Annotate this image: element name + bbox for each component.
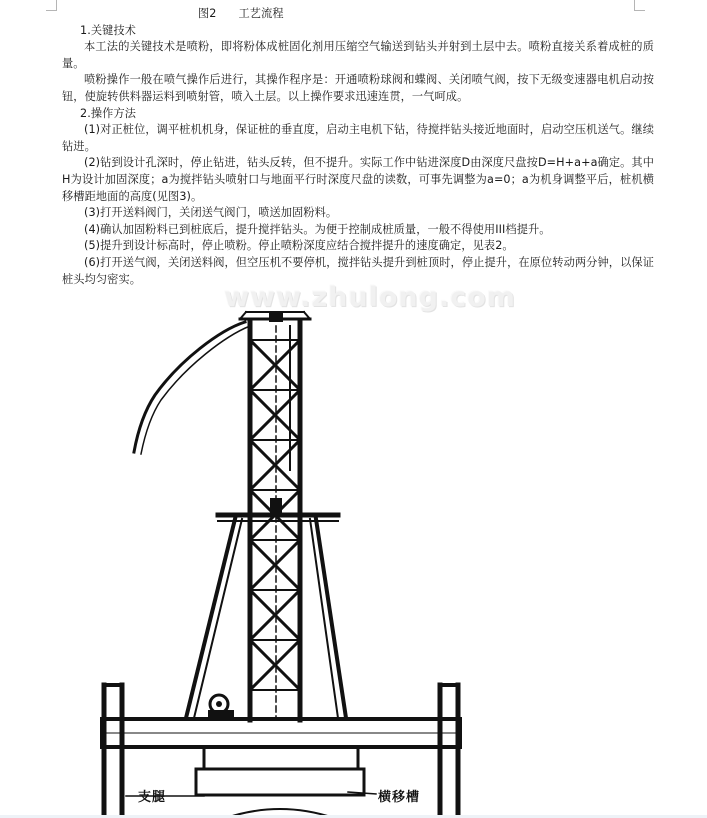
figure-number: 图2	[198, 7, 217, 20]
page-corner-mark-left	[46, 0, 57, 11]
outrigger-right	[440, 685, 458, 818]
chassis-beam	[102, 719, 460, 747]
pile-rig-figure	[100, 300, 480, 818]
paragraph: (1)对正桩位，调平桩机机身，保证桩的垂直度，启动主电机下钻，待搅拌钻头接近地面时，启动空压机送气。继续钻进。	[62, 123, 654, 153]
label-outrigger: 支腿	[138, 790, 167, 805]
figure-caption	[62, 6, 654, 23]
paragraph: (5)提升到设计标高时，停止喷粉。停止喷粉深度应结合搅拌提升的速度确定，见表2。	[84, 239, 514, 253]
paragraph: (4)确认加固粉料已到桩底后，提升搅拌钻头。为便于控制成桩质量，一般不得使用III档提升。	[84, 222, 551, 236]
transverse-slot	[196, 747, 364, 795]
paragraph: (6)打开送气阀，关闭送料阀，但空压机不要停机，搅拌钻头提升到桩顶时，停止提升，在原位转动两分钟，以保证桩头均匀密实。	[62, 255, 654, 286]
motor	[208, 695, 234, 718]
support-legs	[186, 519, 346, 718]
feed-hose	[134, 322, 250, 454]
paragraph: 本工法的关键技术是喷粉，即将粉体成桩固化剂用压缩空气输送到钻头并射到土层中去。喷粉直接关系着成桩的质量。	[62, 40, 654, 70]
section-heading-key-technology: 1.关键技术	[80, 23, 137, 37]
figure-title: 工艺流程	[238, 7, 284, 20]
paragraph: (3)打开送料阀门，关闭送气阀门，喷送加固粉料。	[84, 206, 338, 220]
section-heading-operation-method: 2.操作方法	[80, 106, 137, 120]
document-text	[62, 6, 654, 286]
label-transverse-slot: 横移槽	[378, 790, 421, 805]
watermark: www.zhulong.com	[224, 282, 516, 313]
pile-rig-drawing	[100, 300, 480, 818]
paragraph: 喷粉操作一般在喷气操作后进行，其操作程序是：开通喷粉球阀和蝶阀、关闭喷气阀，按下无级变速器电机启动按钮，使旋转供料器运料到喷射管，喷入土层。以上操作要求迅速连贯，一气呵成。	[62, 73, 654, 103]
paragraph: (2)钻到设计孔深时，停止钻进，钻头反转，但不提升。实际工作中钻进深度D由深度尺盘按D=H+a+a确定。其中H为设计加固深度；a为搅拌钻头喷射口与地面平行时深度尺盘的读数，可事先调整为a=0；a为机身调整平后，桩机横移槽距地面的高度(见图3)。	[62, 156, 654, 203]
outrigger-left	[104, 685, 122, 818]
